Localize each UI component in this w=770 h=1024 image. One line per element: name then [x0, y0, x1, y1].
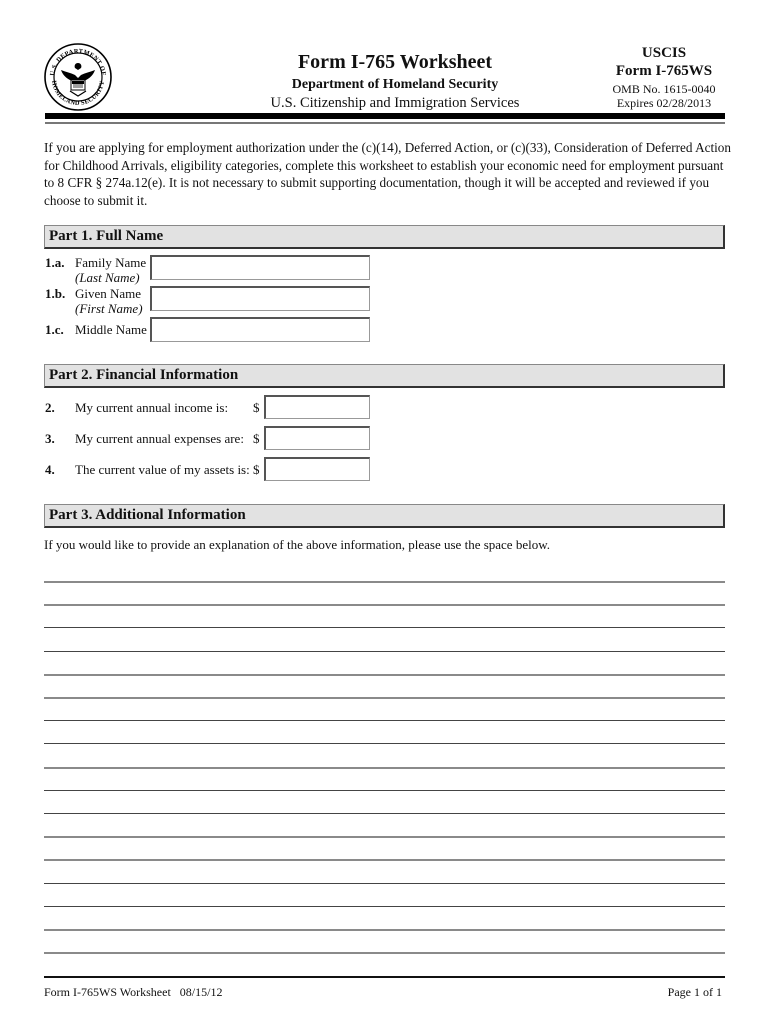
- title-block: [250, 50, 540, 112]
- header-rule-thick: [45, 113, 725, 119]
- family-name-input[interactable]: [150, 255, 370, 280]
- middle-name-label: Middle Name: [75, 322, 147, 337]
- form-title: Form I-765 Worksheet: [297, 51, 493, 73]
- writing-line: [44, 813, 725, 814]
- given-name-label-text: Given Name: [75, 286, 142, 301]
- agency-name: U.S. Citizenship and Immigration Services: [270, 95, 520, 111]
- part3-instruction: If you would like to provide an explanation of the above information, please use the space below.: [44, 537, 551, 552]
- field-number-1c: 1.c.: [45, 322, 64, 337]
- writing-line: [44, 627, 725, 628]
- field-number-3: 3.: [45, 431, 55, 446]
- assets-value-input[interactable]: [264, 457, 370, 481]
- part3-header: Part 3. Additional Information: [44, 504, 725, 528]
- svg-text:U.S. DEPARTMENT OF: U.S. DEPARTMENT OF: [48, 47, 108, 77]
- form-number: Form I-765WS: [615, 63, 713, 79]
- family-name-sublabel: [75, 270, 146, 285]
- agency-abbreviation: USCIS: [641, 45, 687, 61]
- annual-expenses-input[interactable]: [264, 426, 370, 450]
- given-name-label: [75, 286, 143, 316]
- header-rule-thin: [45, 122, 725, 124]
- writing-line: [44, 929, 725, 931]
- expiration-date: Expires 02/28/2013: [616, 96, 712, 110]
- field-number-2: 2.: [45, 400, 55, 415]
- writing-line: [44, 952, 725, 954]
- field-number-1b: 1.b.: [45, 286, 66, 301]
- middle-name-input[interactable]: [150, 317, 370, 342]
- writing-line: [44, 604, 725, 606]
- form-identifier-block: [600, 44, 728, 111]
- writing-line: [44, 836, 725, 838]
- annual-income-label: My current annual income is:: [75, 400, 229, 415]
- family-name-label: [75, 255, 146, 285]
- annual-income-input[interactable]: [264, 395, 370, 419]
- writing-line: [44, 674, 725, 676]
- writing-line: [44, 790, 725, 791]
- field-number-4: 4.: [45, 462, 55, 477]
- writing-line: [44, 906, 725, 907]
- family-name-label-text: Family Name: [75, 255, 147, 270]
- footer-form-edition: Form I-765WS Worksheet 08/15/12: [44, 985, 223, 999]
- annual-expenses-label: My current annual expenses are:: [75, 431, 244, 446]
- part1-header: Part 1. Full Name: [44, 225, 725, 249]
- page-number: Page 1 of 1: [667, 985, 722, 999]
- omb-number: OMB No. 1615-0040: [612, 82, 716, 96]
- explanation-area[interactable]: [44, 565, 725, 965]
- writing-line: [44, 697, 725, 699]
- dollar-sign: $: [253, 431, 260, 446]
- given-name-input[interactable]: [150, 286, 370, 311]
- writing-line: [44, 720, 725, 721]
- part2-header: Part 2. Financial Information: [44, 364, 725, 388]
- writing-line: [44, 767, 725, 769]
- writing-line: [44, 743, 725, 744]
- intro-paragraph: If you are applying for employment authorization under the (c)(14), Deferred Action, or (c)(33), Consideration of Deferred Action for Childhood Arrivals, eligibility categories, complete this worksheet to establish your economic need for employment pursuant to 8 CFR § 274a.12(e). It is not necessary to submit supporting documentation, though it will be accepted and reviewed if you choose to submit it.: [44, 140, 731, 208]
- footer-rule: [44, 976, 725, 978]
- writing-line: [44, 859, 725, 861]
- writing-line: [44, 883, 725, 884]
- department-name: Department of Homeland Security: [291, 77, 499, 92]
- writing-line: [44, 651, 725, 652]
- dollar-sign: $: [253, 462, 260, 477]
- field-number-1a: 1.a.: [45, 255, 65, 270]
- family-name-sublabel-text: (Last Name): [75, 270, 140, 285]
- writing-line: [44, 581, 725, 583]
- given-name-sublabel-text: (First Name): [75, 301, 143, 316]
- svg-text:HOMELAND SECURITY: HOMELAND SECURITY: [49, 80, 107, 108]
- assets-value-label: The current value of my assets is:: [75, 462, 250, 477]
- dhs-seal-icon: [44, 43, 112, 111]
- dollar-sign: $: [253, 400, 260, 415]
- given-name-sublabel: [75, 301, 143, 316]
